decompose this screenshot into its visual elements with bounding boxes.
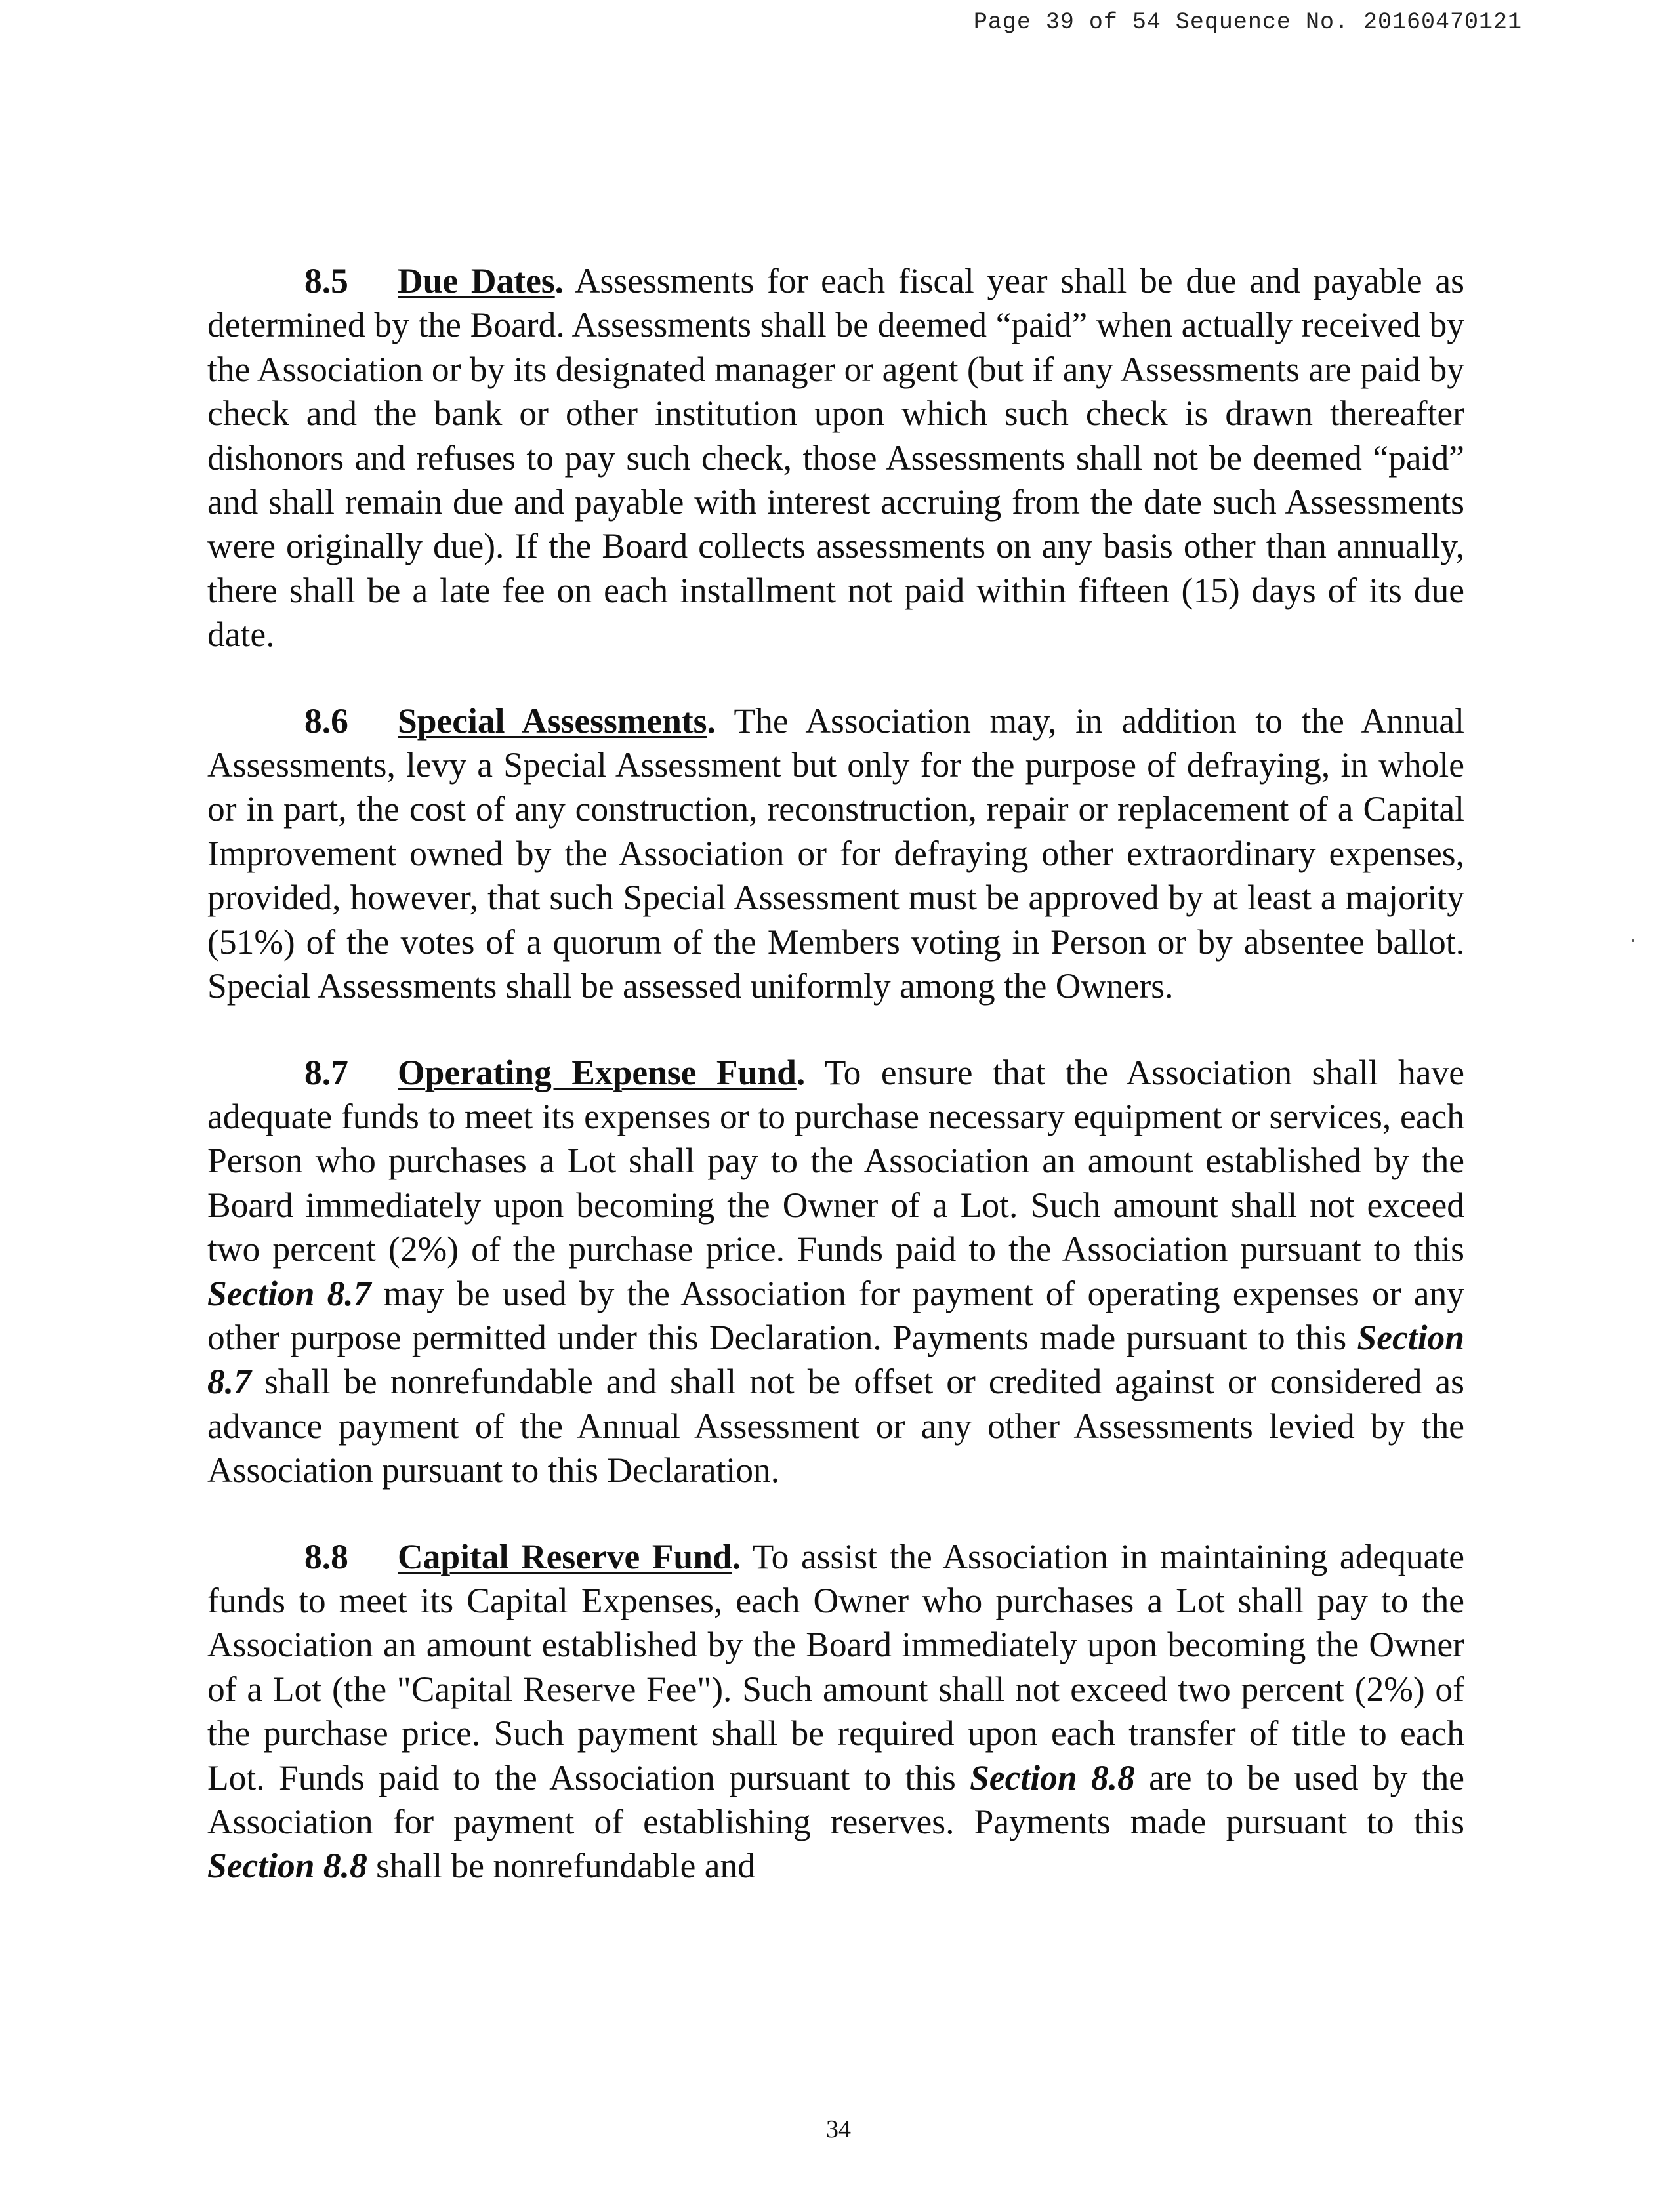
section-title: Operating Expense Fund (398, 1052, 797, 1092)
section-text: shall be nonrefundable and shall not be offset or credited against or considered as advance payment of the Annual Assessment or any other Assessments levied by the Association pursuant to this Declaration. (207, 1362, 1464, 1490)
section-text: are to be used by the Association for payment of establishing reserves. Payments made pursuant to this (207, 1757, 1465, 1841)
section-reference: Section 8.8 (970, 1757, 1135, 1797)
section-8-7-operating-expense-fund (207, 1051, 1464, 1493)
section-reference: Section 8.8 (207, 1846, 367, 1886)
title-period: . (554, 261, 564, 300)
section-title: Due Dates (398, 261, 555, 300)
section-text: To ensure that the Association shall have adequate funds to meet its expenses or to purchase necessary equipment or services, each Person who purchases a Lot shall pay to the Association an amount established by the Board immediately upon becoming the Owner of a Lot. Such amount shall not exceed two percent (2%) of the purchase price. Funds paid to the Association pursuant to this (207, 1052, 1464, 1269)
section-number: 8.6 (304, 701, 348, 741)
page-number: 34 (826, 2116, 851, 2143)
section-heading (207, 261, 564, 300)
title-period: . (707, 701, 716, 741)
section-title: Capital Reserve Fund (398, 1536, 732, 1576)
title-period: . (796, 1052, 806, 1092)
section-8-5-due-dates (207, 259, 1464, 657)
section-reference: Section 8.7 (207, 1317, 1464, 1402)
section-reference: Section 8.7 (207, 1273, 371, 1313)
section-heading (207, 1537, 741, 1576)
section-heading (207, 701, 716, 741)
section-heading (207, 1053, 805, 1092)
section-text: Assessments for each fiscal year shall be due and payable as determined by the Board. Assessments shall be deemed “paid” when actually received by the Association or by its designated manager or agent (but if any Assessments are paid by check and the bank or other institution upon which such check is drawn thereafter dishonors and refuses to pay such check, those Assessments shall not be deemed “paid” and shall remain due and payable with interest accruing from the date such Assessments were originally due). If the Board collects assessments on any basis other than annually, there shall be a late fee on each installment not paid within fifteen (15) days of its due date. (207, 261, 1464, 655)
section-text: shall be nonrefundable and (367, 1846, 756, 1886)
section-number: 8.8 (304, 1536, 348, 1576)
section-number: 8.5 (304, 261, 348, 300)
scan-speck (1632, 939, 1634, 942)
document-body (207, 259, 1464, 1931)
title-period: . (732, 1536, 741, 1576)
section-title: Special Assessments (398, 701, 707, 741)
section-text: may be used by the Association for payment of operating expenses or any other purpose permitted under this Declaration. Payments made pursuant to this (207, 1273, 1464, 1357)
section-text: The Association may, in addition to the Annual Assessments, levy a Special Assessment but only for the purpose of defraying, in whole or in part, the cost of any construction, reconstruction, repair or replacement of a Capital Improvement owned by the Association or for defraying other extraordinary expenses, provided, however, that such Special Assessment must be approved by at least a majority (51%) of the votes of a quorum of the Members voting in Person or by absentee ballot. Special Assessments shall be assessed uniformly among the Owners. (207, 701, 1465, 1006)
section-text: To assist the Association in maintaining adequate funds to meet its Capital Expenses, each Owner who purchases a Lot shall pay to the Association an amount established by the Board immediately upon becoming the Owner of a Lot (the "Capital Reserve Fee"). Such amount shall not exceed two percent (2%) of the purchase price. Such payment shall be required upon each transfer of title to each Lot. Funds paid to the Association pursuant to this (207, 1536, 1464, 1797)
section-number: 8.7 (304, 1052, 348, 1092)
section-8-6-special-assessments (207, 699, 1464, 1009)
page-sequence-header: Page 39 of 54 Sequence No. 20160470121 (973, 9, 1522, 35)
section-8-8-capital-reserve-fund (207, 1535, 1464, 1889)
